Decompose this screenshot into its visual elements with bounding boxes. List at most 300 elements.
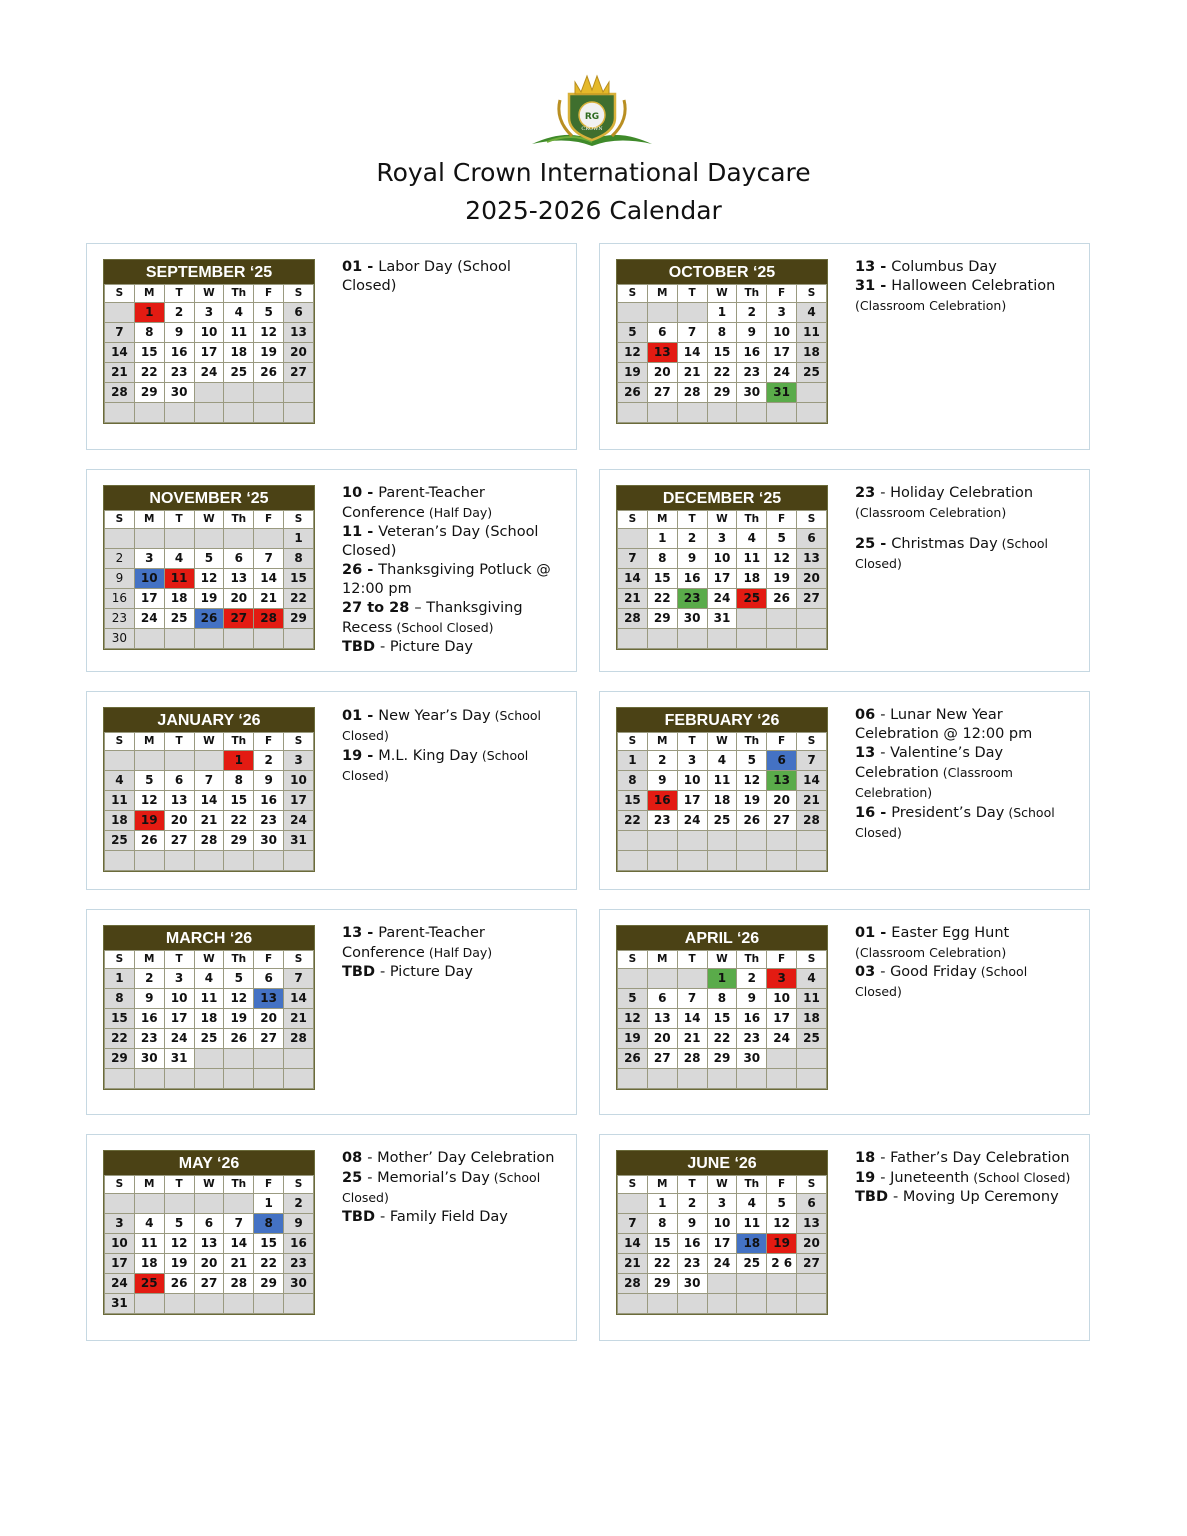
day-cell: 13 [797,1214,827,1234]
day-cell: 28 [677,383,707,403]
week-row [618,1194,827,1214]
empty-day-cell [105,1194,135,1214]
day-cell: 23 [677,1254,707,1274]
day-cell: 29 [105,1049,135,1069]
week-row [618,989,827,1009]
weekday-label: T [164,1176,194,1194]
weekday-label: S [618,1176,648,1194]
event-list [342,924,562,982]
day-cell: 14 [797,771,827,791]
month-name: APRIL ‘26 [617,926,827,950]
event-list [855,924,1075,1002]
highlighted-day-red: 16 [647,791,677,811]
event-date: 11 - [342,524,379,540]
day-cell: 30 [134,1049,164,1069]
highlighted-day-red: 3 [767,969,797,989]
empty-day-cell [194,1294,224,1314]
day-cell: 19 [767,569,797,589]
week-row [618,529,827,549]
day-cell: 22 [224,811,254,831]
event-text: M.L. King Day [378,748,478,764]
day-cell: 21 [797,791,827,811]
day-cell: 30 [737,383,767,403]
week-row [105,1254,314,1274]
weekday-label: M [134,1176,164,1194]
week-row [618,1069,827,1089]
day-cell: 18 [797,343,827,363]
week-row [105,1069,314,1089]
crown-logo [527,70,657,150]
day-cell: 18 [797,1009,827,1029]
weekday-label: M [134,733,164,751]
day-cell: 9 [677,1214,707,1234]
event-note: (School Closed) [342,748,529,783]
week-row [105,1029,314,1049]
weekday-label: T [164,733,194,751]
weekday-label: Th [737,285,767,303]
day-cell: 20 [164,811,194,831]
empty-day-cell [134,751,164,771]
day-cell: 9 [284,1214,314,1234]
empty-day-cell [647,1294,677,1314]
weekday-label: S [797,511,827,529]
day-cell: 10 [677,771,707,791]
weekday-label: S [105,285,135,303]
event-item [342,561,562,599]
weekday-label: S [797,951,827,969]
weekday-label: S [284,733,314,751]
event-note: (School Closed) [969,1170,1071,1185]
day-cell: 29 [284,609,314,629]
weekday-label: S [284,511,314,529]
weekday-label: F [767,951,797,969]
day-cell: 27 [647,383,677,403]
highlighted-day-red: 28 [254,609,284,629]
empty-day-cell [707,851,737,871]
event-item [855,277,1075,315]
day-cell: 30 [677,1274,707,1294]
empty-day-cell [164,529,194,549]
day-cell: 23 [164,363,194,383]
empty-day-cell [677,851,707,871]
event-note: (School Closed) [855,536,1049,571]
weekday-header-row [105,951,314,969]
month-calendar [616,485,828,650]
day-cell: 29 [647,609,677,629]
empty-day-cell [254,851,284,871]
day-cell: 23 [134,1029,164,1049]
weekday-label: M [134,951,164,969]
day-cell: 22 [134,363,164,383]
highlighted-day-red: 1 [224,751,254,771]
event-item [855,258,1075,277]
day-cell: 16 [677,569,707,589]
day-cell: 8 [284,549,314,569]
weekday-label: M [647,951,677,969]
day-cell: 9 [134,989,164,1009]
day-cell: 7 [254,549,284,569]
highlighted-day-green: 31 [767,383,797,403]
day-cell: 29 [224,831,254,851]
event-date: TBD [342,639,381,655]
day-cell: 28 [284,1029,314,1049]
empty-day-cell [647,969,677,989]
empty-day-cell [647,851,677,871]
event-text: Easter Egg Hunt [891,925,1010,941]
day-cell: 22 [707,1029,737,1049]
weekday-label: W [194,511,224,529]
empty-day-cell [767,851,797,871]
calendar-grid [617,950,827,1089]
day-cell: 14 [224,1234,254,1254]
day-cell: 13 [284,323,314,343]
empty-day-cell [194,529,224,549]
event-item [855,924,1075,962]
day-cell: 16 [677,1234,707,1254]
empty-day-cell [707,629,737,649]
day-cell: 6 [284,303,314,323]
day-cell: 28 [105,383,135,403]
day-cell: 12 [164,1234,194,1254]
day-cell: 2 [164,303,194,323]
day-cell: 26 [618,1049,648,1069]
day-cell: 20 [224,589,254,609]
weekday-label: F [254,285,284,303]
weekday-label: S [618,285,648,303]
empty-day-cell [767,1069,797,1089]
empty-day-cell [164,851,194,871]
weekday-label: F [767,733,797,751]
weekday-label: Th [737,511,767,529]
day-cell: 7 [618,1214,648,1234]
day-cell: 27 [164,831,194,851]
week-row [618,831,827,851]
empty-day-cell [707,1069,737,1089]
empty-day-cell [797,851,827,871]
day-cell: 15 [284,569,314,589]
event-text: Labor Day (School Closed) [342,259,511,294]
day-cell: 16 [737,343,767,363]
day-cell: 18 [194,1009,224,1029]
weekday-label: T [677,951,707,969]
day-cell: 22 [647,589,677,609]
week-row [618,751,827,771]
empty-day-cell [284,1049,314,1069]
weekday-label: M [647,1176,677,1194]
month-name: MARCH ‘26 [104,926,314,950]
event-list [342,1149,562,1227]
day-cell: 24 [284,811,314,831]
empty-day-cell [797,629,827,649]
week-row [618,589,827,609]
highlighted-day-blue: 6 [767,751,797,771]
event-text: Columbus Day [891,259,997,275]
empty-day-cell [105,303,135,323]
weekday-label: F [254,1176,284,1194]
event-item [342,746,562,786]
day-cell: 4 [224,303,254,323]
day-cell: 2 [254,751,284,771]
event-text: - Moving Up Ceremony [893,1189,1059,1205]
day-cell: 3 [677,751,707,771]
highlighted-day-green: 13 [767,771,797,791]
weekday-label: S [618,511,648,529]
event-date: TBD [342,1209,381,1225]
day-cell: 21 [618,1254,648,1274]
empty-day-cell [164,1294,194,1314]
day-cell: 3 [284,751,314,771]
day-cell: 6 [224,549,254,569]
day-cell: 19 [194,589,224,609]
month-card [599,243,1090,450]
day-cell: 24 [677,811,707,831]
empty-day-cell [677,969,707,989]
empty-day-cell [797,1069,827,1089]
event-note: (School Closed) [855,805,1055,840]
weekday-header-row [618,511,827,529]
day-cell: 21 [284,1009,314,1029]
weekday-label: S [284,285,314,303]
day-cell: 20 [194,1254,224,1274]
day-cell: 14 [677,343,707,363]
event-date: 06 [855,707,881,723]
day-cell: 14 [618,569,648,589]
day-cell: 17 [134,589,164,609]
empty-day-cell [618,1069,648,1089]
event-note: (School Closed) [855,964,1028,999]
event-item [855,484,1075,522]
month-calendar [103,1150,315,1315]
day-cell: 5 [767,529,797,549]
weekday-label: S [105,511,135,529]
event-text: Christmas Day [891,536,998,552]
empty-day-cell [647,403,677,423]
event-date: 18 [855,1150,881,1166]
day-cell: 17 [677,791,707,811]
day-cell: 17 [767,1009,797,1029]
week-row [618,1234,827,1254]
event-text: Thanksgiving Potluck @ 12:00 pm [342,562,551,597]
empty-day-cell [284,1294,314,1314]
day-cell: 30 [284,1274,314,1294]
month-calendar [616,925,828,1090]
day-cell: 21 [194,811,224,831]
week-row [105,403,314,423]
day-cell: 25 [164,609,194,629]
month-name: JUNE ‘26 [617,1151,827,1175]
day-cell: 30 [164,383,194,403]
month-card [599,1134,1090,1341]
event-item [342,924,562,963]
day-cell: 17 [707,569,737,589]
empty-day-cell [254,403,284,423]
day-cell: 19 [737,791,767,811]
event-date: 01 - [855,925,892,941]
day-cell: 17 [194,343,224,363]
day-cell: 11 [737,549,767,569]
day-cell: 10 [284,771,314,791]
empty-day-cell [707,403,737,423]
event-text: Parent-Teacher Conference [342,925,485,961]
day-cell: 26 [737,811,767,831]
empty-day-cell [797,403,827,423]
event-note: (Classroom Celebration) [855,298,1007,313]
day-cell: 14 [105,343,135,363]
day-cell: 29 [707,1049,737,1069]
empty-day-cell [194,629,224,649]
weekday-header-row [618,1176,827,1194]
empty-day-cell [767,609,797,629]
month-calendar [103,259,315,424]
day-cell: 18 [164,589,194,609]
day-cell: 15 [647,1234,677,1254]
event-text: - Father’s Day Celebration [880,1150,1070,1166]
weekday-label: W [194,285,224,303]
day-cell: 21 [677,1029,707,1049]
empty-day-cell [105,851,135,871]
day-cell: 29 [647,1274,677,1294]
weekday-label: T [677,285,707,303]
day-cell: 9 [737,989,767,1009]
empty-day-cell [797,1049,827,1069]
event-text: - Memorial’s Day [367,1170,490,1186]
day-cell: 8 [647,549,677,569]
weekday-label: Th [224,733,254,751]
empty-day-cell [707,1294,737,1314]
event-date: TBD [342,964,381,980]
empty-day-cell [647,1069,677,1089]
weekday-label: M [647,285,677,303]
month-name: JANUARY ‘26 [104,708,314,732]
empty-day-cell [767,1274,797,1294]
highlighted-day-red: 25 [737,589,767,609]
event-note: (School Closed) [392,620,494,635]
event-date: 16 - [855,805,892,821]
empty-day-cell [647,629,677,649]
empty-day-cell [737,1069,767,1089]
event-date: 23 [855,485,881,501]
day-cell: 6 [164,771,194,791]
weekday-label: W [707,511,737,529]
day-cell: 10 [767,989,797,1009]
week-row [618,403,827,423]
day-cell: 11 [737,1214,767,1234]
day-cell: 17 [164,1009,194,1029]
weekday-header-row [618,733,827,751]
empty-day-cell [224,383,254,403]
day-cell: 2 [677,529,707,549]
day-cell: 2 [677,1194,707,1214]
day-cell: 8 [707,323,737,343]
day-cell: 14 [284,989,314,1009]
weekday-label: T [164,511,194,529]
day-cell: 10 [164,989,194,1009]
empty-day-cell [284,403,314,423]
day-cell: 6 [194,1214,224,1234]
event-list [855,706,1075,843]
calendar-grid [104,732,314,871]
empty-day-cell [797,1294,827,1314]
day-cell: 6 [647,989,677,1009]
event-list [855,1149,1075,1207]
highlighted-day-blue: 13 [254,989,284,1009]
empty-day-cell [767,629,797,649]
month-calendar [616,1150,828,1315]
day-cell: 2 [737,303,767,323]
empty-day-cell [677,1294,707,1314]
month-name: FEBRUARY ‘26 [617,708,827,732]
empty-day-cell [737,403,767,423]
day-cell: 1 [254,1194,284,1214]
day-cell: 9 [164,323,194,343]
day-cell: 5 [134,771,164,791]
month-card [599,691,1090,890]
day-cell: 6 [797,1194,827,1214]
event-item [342,599,562,638]
day-cell: 29 [254,1274,284,1294]
event-note: (Half Day) [424,505,493,520]
day-cell: 16 [254,791,284,811]
day-cell: 30 [105,629,135,649]
week-row [618,1049,827,1069]
month-card [599,469,1090,672]
day-cell: 2 [647,751,677,771]
day-cell: 15 [105,1009,135,1029]
highlighted-day-green: 1 [707,969,737,989]
day-cell: 23 [647,811,677,831]
week-row [105,549,314,569]
weekday-label: W [707,1176,737,1194]
week-row [105,1194,314,1214]
day-cell: 6 [254,969,284,989]
week-row [105,791,314,811]
week-row [105,569,314,589]
calendar-grid [104,284,314,423]
weekday-label: F [767,511,797,529]
calendar-grid [104,510,314,649]
weekday-label: Th [224,285,254,303]
day-cell: 15 [647,569,677,589]
day-cell: 1 [284,529,314,549]
day-cell: 17 [767,343,797,363]
empty-day-cell [254,383,284,403]
empty-day-cell [134,403,164,423]
event-text: - Juneteenth [880,1170,970,1186]
highlighted-day-red: 27 [224,609,254,629]
event-text: - Family Field Day [380,1209,508,1225]
empty-day-cell [767,1049,797,1069]
weekday-header-row [618,285,827,303]
day-cell: 20 [797,1234,827,1254]
weekday-label: F [254,733,284,751]
day-cell: 2 [737,969,767,989]
empty-day-cell [677,303,707,323]
event-date: 25 - [855,536,892,552]
empty-day-cell [254,1294,284,1314]
day-cell: 25 [105,831,135,851]
week-row [105,609,314,629]
month-calendar [103,925,315,1090]
empty-day-cell [254,1069,284,1089]
week-row [105,969,314,989]
weekday-label: Th [737,951,767,969]
empty-day-cell [194,851,224,871]
day-cell: 24 [164,1029,194,1049]
week-row [618,569,827,589]
day-cell: 19 [618,1029,648,1049]
event-date: 26 - [342,562,379,578]
day-cell: 7 [105,323,135,343]
